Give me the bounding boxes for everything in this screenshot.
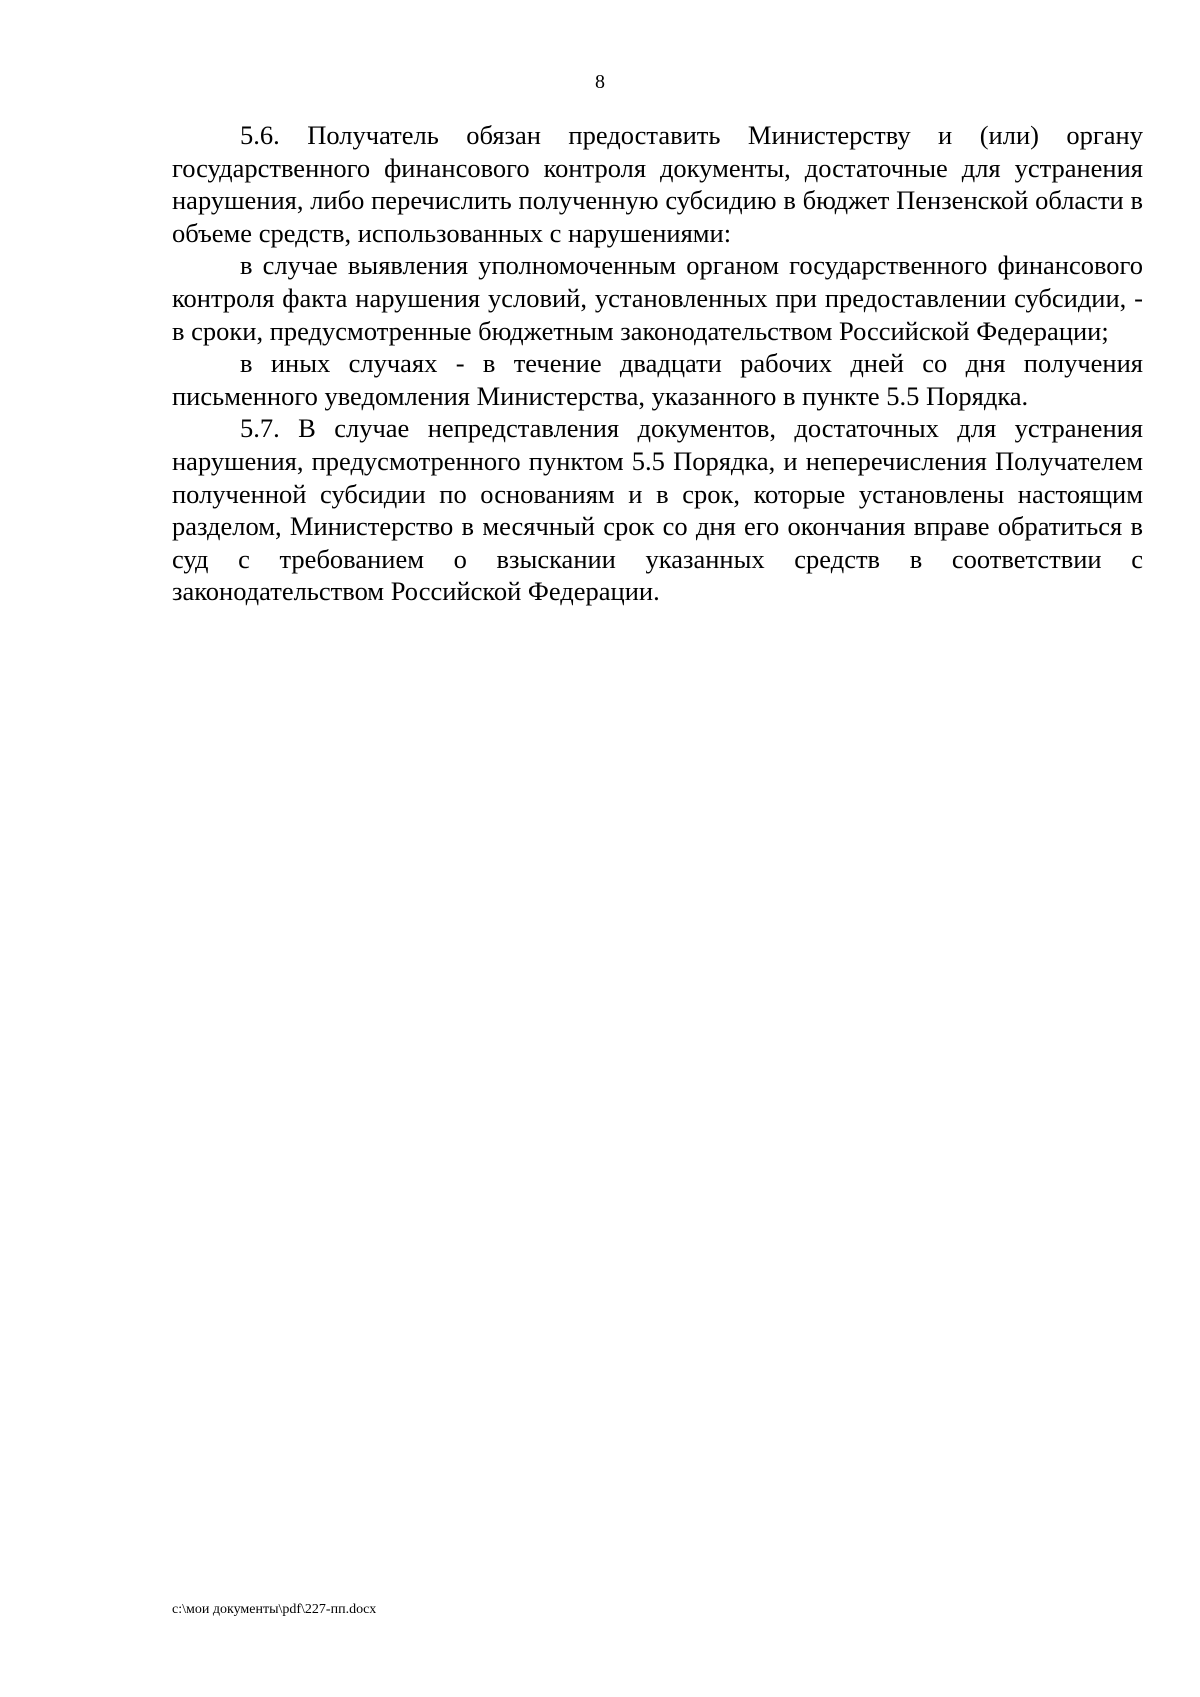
paragraph-5-6: 5.6. Получатель обязан предоставить Министерству и (или) органу государственного финансового контроля документы, достаточные для устранения нарушения, либо перечислить полученную субсидию в бюджет Пензенской области в объеме средств, использованных с нарушениями: xyxy=(172,120,1143,248)
page-number: 8 xyxy=(595,71,605,93)
document-body xyxy=(172,119,1143,608)
paragraph-case-violation: в случае выявления уполномоченным органом государственного финансового контроля факта нарушения условий, установленных при предоставлении субсидии, - в сроки, предусмотренные бюджетным законодательством Российской Федерации; xyxy=(172,250,1143,346)
paragraph-other-cases: в иных случаях - в течение двадцати рабочих дней со дня получения письменного уведомления Министерства, указанного в пункте 5.5 Порядка. xyxy=(172,348,1143,411)
paragraph-5-7: 5.7. В случае непредставления документов, достаточных для устранения нарушения, предусмотренного пунктом 5.5 Порядка, и неперечисления Получателем полученной субсидии по основаниям и в срок, которые установлены настоящим разделом, Министерство в месячный срок со дня его окончания вправе обратиться в суд с требованием о взыскании указанных средств в соответствии с законодательством Российской Федерации. xyxy=(172,413,1143,607)
footer-file-path: c:\мои документы\pdf\227-пп.docx xyxy=(172,1602,377,1617)
